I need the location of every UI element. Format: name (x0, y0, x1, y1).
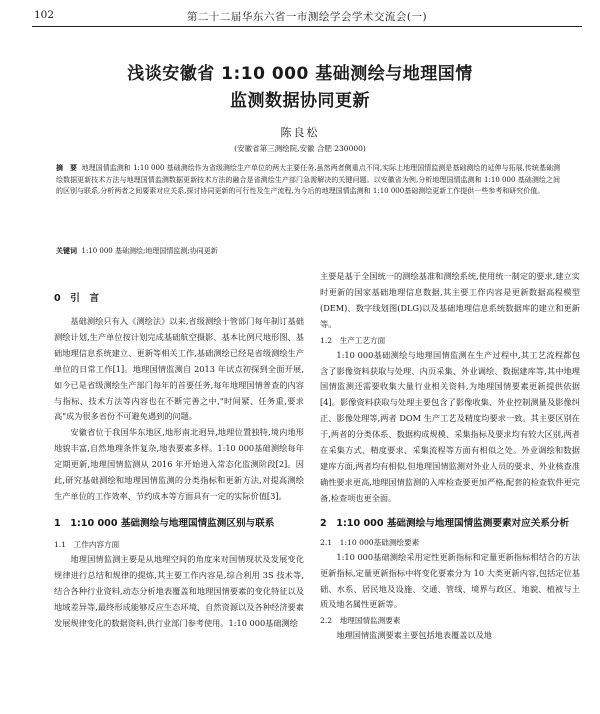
section-2-heading: 2 1:10 000 基础测绘与地理国情监测要素对应关系分析 (320, 517, 570, 529)
right-column (320, 269, 580, 644)
section-1-2-heading: 1.2 生产工艺方面 (320, 335, 386, 345)
running-header (34, 7, 580, 25)
section-0-paragraph-2: 安徽省位于我国华东地区,地形南北迥异,地理位置独特,境内地形地貌丰富,自然地理条件复杂,地表要素多样。1:10 000基础测绘每年定期更新,地理国情监测从 2016 年开始进入常态化监测阶段[2]。因此,研究基础测绘和地理国情监测的分类指标和更新方法,对提高测绘生产单位的工作效率、节约成本等方面具有一定的实际价值[3]。 (54, 427, 304, 501)
journal-title: 第二十二届华东六省一市测绘学会学术交流会(一) (186, 11, 428, 23)
abstract (56, 163, 560, 198)
section-1-1-heading: 1.1 工作内容方面 (54, 539, 120, 549)
header-rule (32, 26, 582, 27)
section-0-paragraph-1: 基础测绘只有入《测绘法》以来,省级测绘十管部门每年制订基础测绘计划,生产单位按计划完成基础航空摄影、基本比例尺地形图、基础地理信息系统建立、更新等相关工作,基础测绘已经是省级测绘生产单位的日常工作[1]。地理国情监测自 2013 年试点初探到全面开展,如今已是省级测绘生产部门每年的首要任务,每年地理国情普查的内容与指标、技术方法等内容也在不断完善之中,"时间紧、任务重,要求高"成为很多省份不可避免遇到的问题。 (54, 316, 304, 422)
keywords-text: 1:10 000 基础测绘;地理国情监测;协同更新 (81, 247, 218, 255)
section-1-2-paragraph: 1:10 000基础测绘与地理国情监测在生产过程中,其工艺流程都包含了影像资料获取与处理、内页采集、外业调绘、数据建库等,其中地理国情监测还需要收集大量行业相关资料,为地理国情要素更新提供依据[4]。影像资料获取与处理主要包含了影像收集、外业控制测量及影像纠正、影像处理等,两者 DOM 生产工艺及精度均要求一致。其主要区别在于,两者的分类体系、数据构成规模、采集指标及要求均有较大区别,两者在采集方式、精度要求、采集流程等方面有相似之处。外业调绘和数据建库方面,两者均有相似,但地理国情监测对外业人员的要求、外业核查准确性要求更高,地理国情监测的入库检查要更加严格,配套的检查软件更完备,检查项也更全面。 (320, 349, 580, 503)
paper-title-line-2: 监测数据协同更新 (230, 91, 370, 111)
affiliation: (安徽省第三测绘院,安徽 合肥 230000) (234, 144, 366, 153)
section-2-1-paragraph: 1:10 000基础测绘采用定性更新指标和定量更新指标相结合的方法更新指标,定量更新指标中将变化要素分为 10 大类更新内容,包括定位基础、水系、居民地及设施、交通、管线、境界与政区、地貌、植被与土质及地名属性更新等。 (320, 551, 580, 610)
left-column (54, 290, 304, 631)
section-2-1-heading: 2.1 1:10 000基础测绘要素 (320, 537, 420, 547)
page-number: 102 (34, 9, 55, 21)
section-1-heading: 1 1:10 000 基础测绘与地理国情监测区别与联系 (54, 517, 275, 529)
abstract-label: 摘 要 (56, 164, 78, 172)
section-2-2-paragraph: 地理国情监测要素主要包括地表覆盖以及地 (336, 630, 492, 641)
abstract-text: 地理国情监测和 1:10 000 基础测绘作为省级测绘生产单位的两大主要任务,虽然两者侧重点不同,实际上地理国情监测是基础测绘的延伸与拓展,传统基础测绘数据更新技术方法与地理国情监测数据更新技术方法的融合是省测绘生产部门急需解决的关键问题。以安徽省为例,分析地理国情监测和 1:10 000 基础测绘之间的区别与联系,分析两者之间要素对应关系,探讨协同更新的可行性及生产流程,为今后的地理国情监测和 1:10 000基础测绘更新工作提供一些参考和研究价值。 (56, 164, 561, 196)
keywords (56, 246, 560, 256)
author: 陈良松 (280, 126, 320, 139)
keywords-label: 关键词 (56, 247, 77, 255)
section-1-1-paragraph-cont: 主要是基于全国统一的测绘基准和测绘系统,使用统一制定的要求,建立实时更新的国家基础地理信息数据,其主要工作内容是更新数据高程模型(DEM)、数字线划图(DLG)以及基础地理信息系统数据库的建立和更新等。 (320, 271, 580, 329)
section-1-1-paragraph: 地理国情监测主要是从地理空间的角度来对国情现状及发展变化规律进行总结和规律的提炼,其主要工作内容是,综合利用 3S 技术等,结合各种行业资料,动态分析地表覆盖和地理国情要素的变化特征以及地域差异等,最终形成能够反应生态环境、自然资源以及各种经济要素发展规律变化的数据资料,供行业部门参考使用。1:10 000基础测绘 (54, 553, 304, 628)
paper-title-line-1: 浅谈安徽省 1:10 000 基础测绘与地理国情 (127, 64, 473, 84)
section-0-heading: 0 引 言 (54, 293, 100, 304)
section-2-2-heading: 2.2 地理国情监测要素 (320, 616, 401, 626)
